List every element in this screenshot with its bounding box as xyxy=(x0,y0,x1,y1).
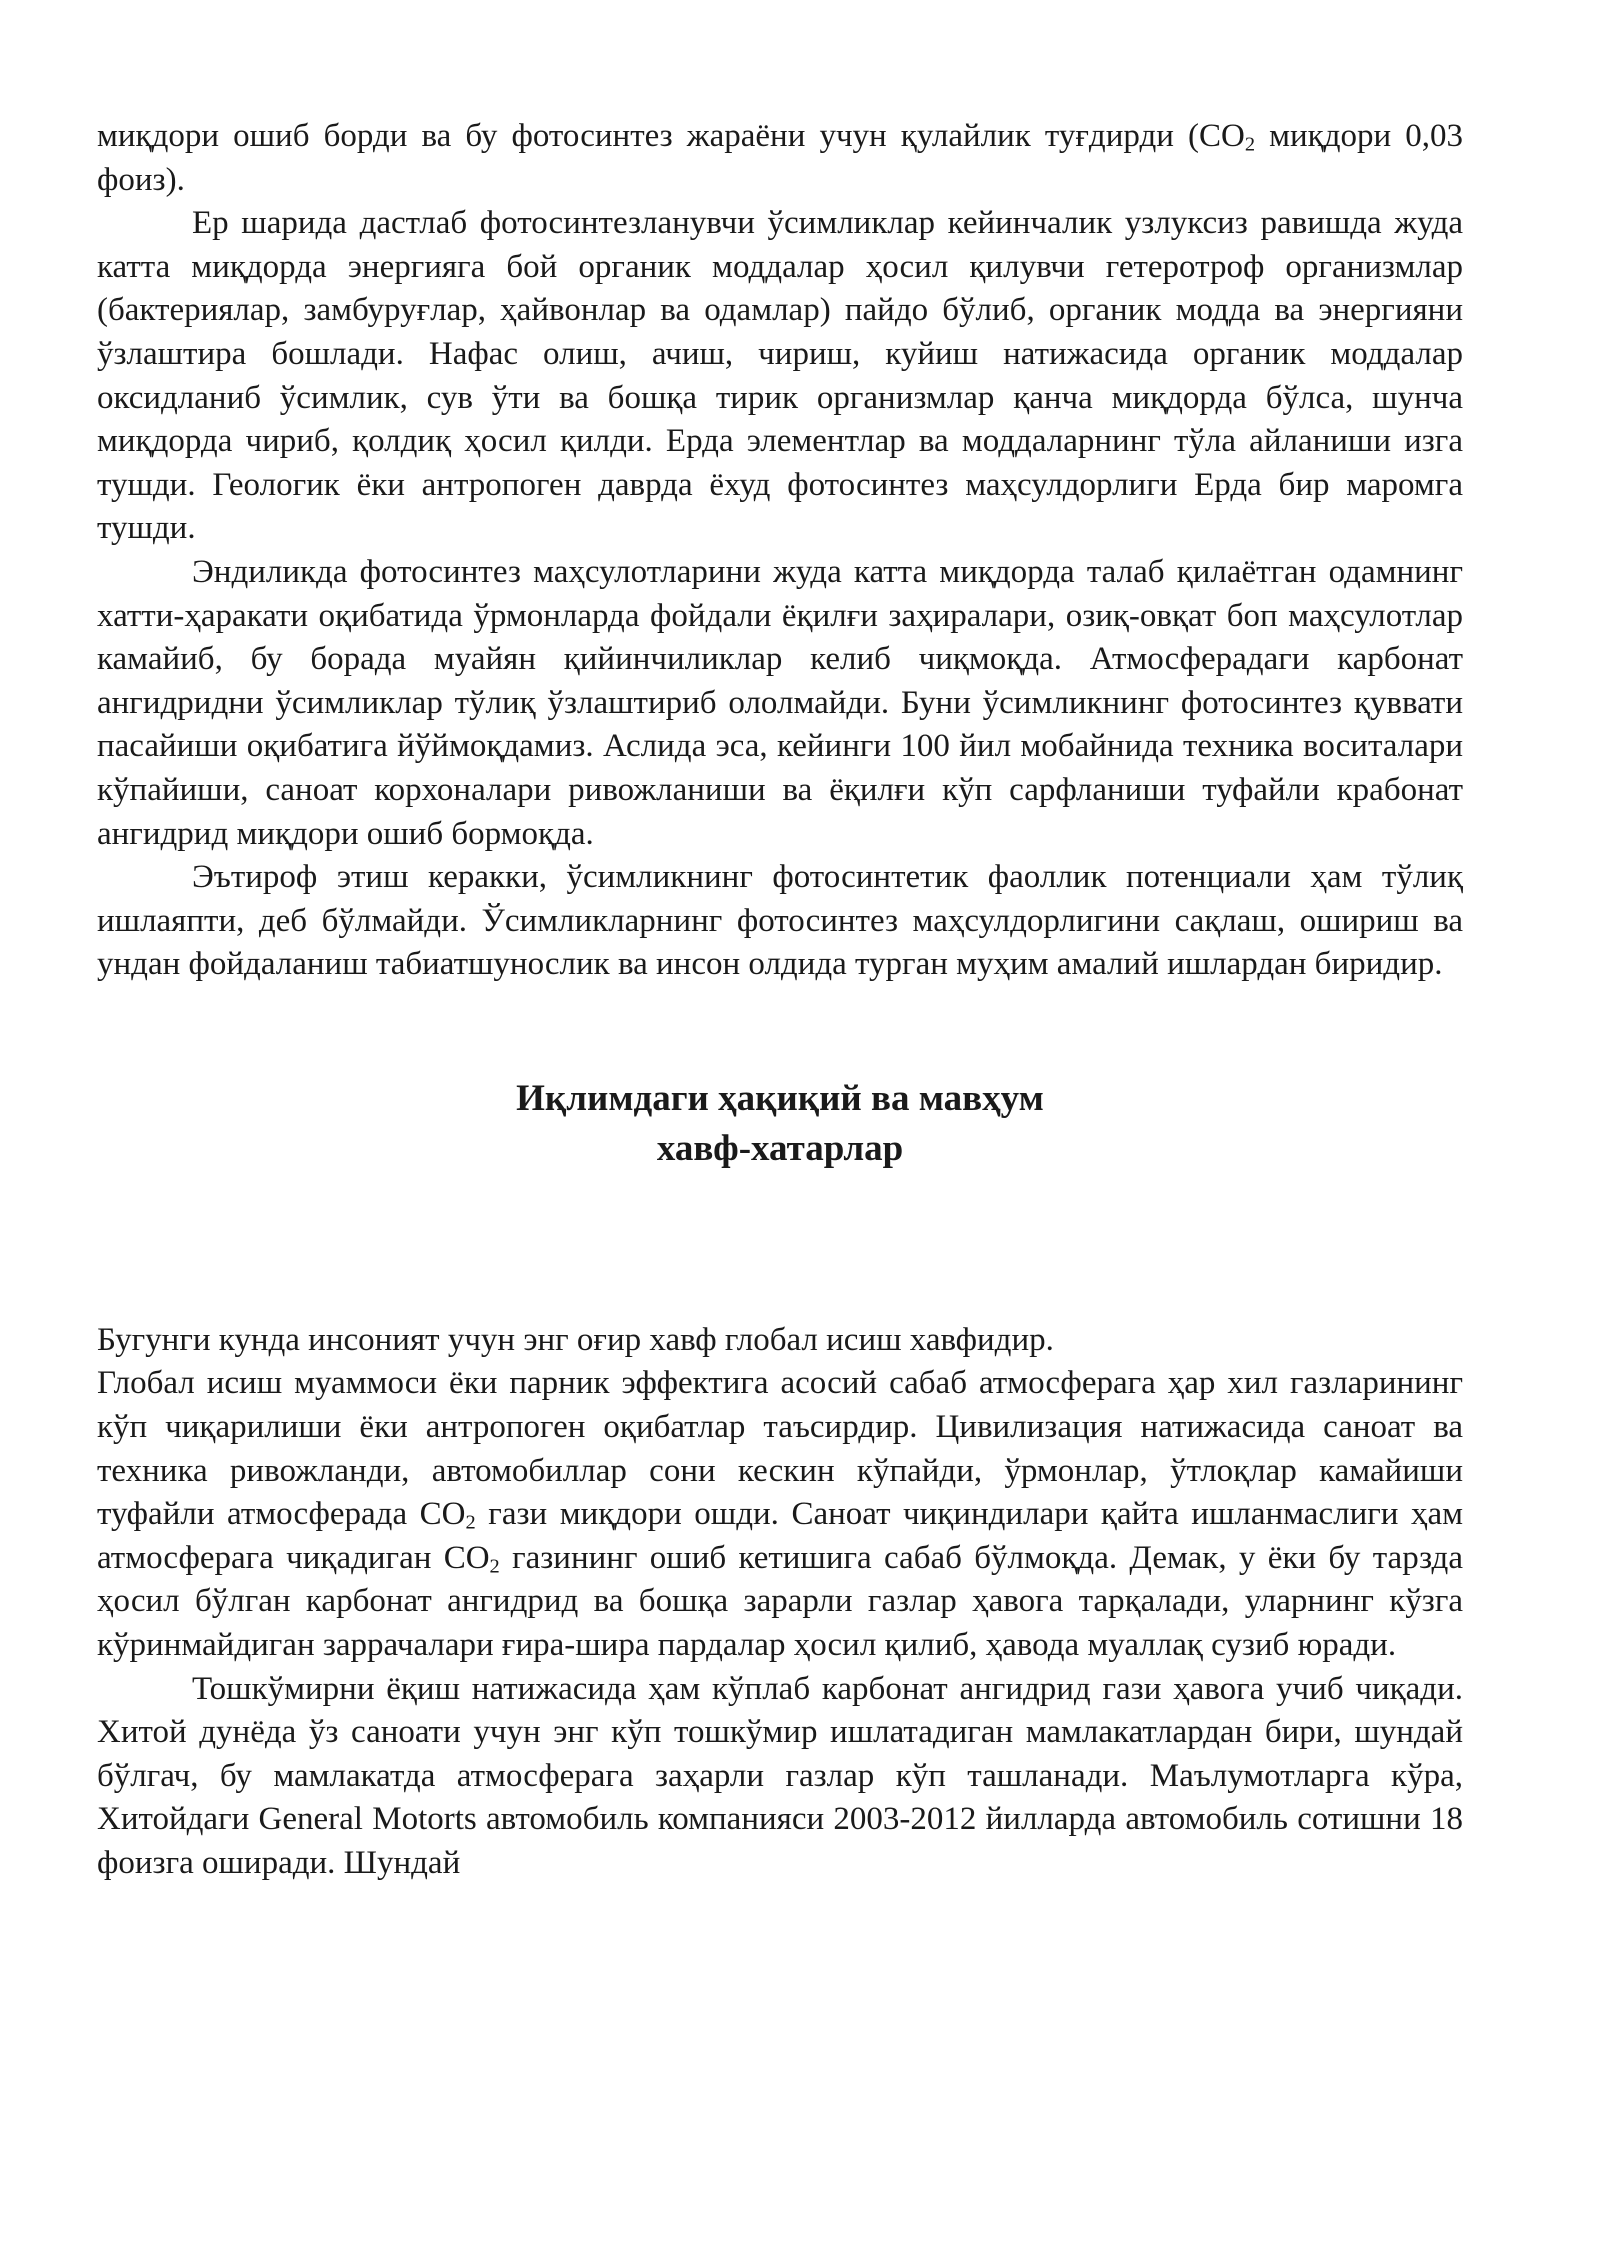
paragraphs-bottom xyxy=(97,1319,1463,1886)
body-paragraph: Ер шарида дастлаб фотосинтезланувчи ўсимликлар кейинчалик узлуксиз равишда жуда катта миқдорда энергияга бой органик моддалар ҳосил қилувчи гетеротроф организмлар (бактериялар, замбуруғлар, ҳайвонлар ва одамлар) пайдо бўлиб, органик модда ва энергияни ўзлаштира бошлади. Нафас олиш, ачиш, чириш, куйиш натижасида органик моддалар оксидланиб ўсимлик, сув ўти ва бошқа тирик организмлар қанча миқдорда бўлса, шунча миқдорда чириб, қолдиқ ҳосил қилди. Ерда элементлар ва моддаларнинг тўла айланиши изга тушди. Геологик ёки антропоген даврда ёхуд фотосинтез маҳсулдорлиги Ерда бир маромга тушди. xyxy=(97,205,1463,547)
spacer xyxy=(97,1174,1463,1319)
body-paragraph: Тошкўмирни ёқиш натижасида ҳам кўплаб карбонат ангидрид гази ҳавога учиб чиқади. Хитой дунёда ўз саноати учун энг кўп тошкўмир ишлатадиган мамлакатлардан бири, шундай бўлгач, бу мамлакатда атмосферага заҳарли газлар кўп ташланади. Маълумотларга кўра, Хитойдаги General Motorts автомобиль компанияси 2003-2012 йилларда автомобиль сотишни 18 фоизга оширади. Шундай xyxy=(97,1670,1463,1881)
body-paragraph: Эндиликда фотосинтез маҳсулотларини жуда катта миқдорда талаб қилаётган одамнинг хатти-ҳаракати оқибатида ўрмонларда фойдали ёқилғи заҳиралари, озиқ-овқат боп маҳсулотлар камайиб, бу борада муайян қийинчиликлар келиб чиқмоқда. Атмосферадаги карбонат ангидридни ўсимликлар тўлиқ ўзлаштириб ололмайди. Буни ўсимликнинг фотосинтез қуввати пасайиши оқибатига йўймоқдамиз. Аслида эса, кейинги 100 йил мобайнида техника воситалари кўпайиши, саноат корхоналари ривожланиши ва ёқилғи кўп сарфланиши туфайли крабонат ангидрид миқдори ошиб бормоқда. xyxy=(97,553,1463,852)
body-paragraph: Бугунги кунда инсоният учун энг оғир хавф глобал исиш хавфидир. xyxy=(97,1321,1054,1358)
section-heading xyxy=(97,1074,1463,1174)
paragraphs-top xyxy=(97,115,1463,987)
spacer xyxy=(97,987,1463,1074)
document-page xyxy=(97,115,1463,1886)
body-paragraph: Эътироф этиш керакки, ўсимликнинг фотосинтетик фаоллик потенциали ҳам тўлиқ ишлаяпти, деб бўлмайди. Ўсимликларнинг фотосинтез маҳсулдорлигини сақлаш, ошириш ва ундан фойдаланиш табиатшунослик ва инсон олдида турган муҳим амалий ишлардан биридир. xyxy=(97,859,1463,983)
section-heading-line-1: Иқлимдаги ҳақиқий ва мавҳум xyxy=(516,1077,1044,1119)
body-paragraph: миқдори ошиб борди ва бу фотосинтез жараёни учун қулайлик туғдирди ($CO_2$ миқдори 0,03 фоиз). xyxy=(97,118,1464,198)
body-paragraph: Глобал исиш муаммоси ёки парник эффектига асосий сабаб атмосферага ҳар хил газларининг кўп чиқарилиши ёки антропоген оқибатлар таъсирдир. Цивилизация натижасида саноат ва техника ривожланди, автомобиллар сони кескин кўпайди, ўрмонлар, ўтлоқлар камайиши туфайли атмосферада $CO_2$ гази миқдори ошди. Саноат чиқиндилари қайта ишланмаслиги ҳам атмосферага чиқадиган $CO_2$ газининг ошиб кетишига сабаб бўлмоқда. Демак, у ёки бу тарзда ҳосил бўлган карбонат ангидрид ва бошқа зарарли газлар ҳавога тарқалади, уларнинг кўзга кўринмайдиган заррачалари ғира-шира пардалар ҳосил қилиб, ҳавода муаллақ сузиб юради. xyxy=(97,1365,1464,1664)
section-heading-line-2: хавф-хатарлар xyxy=(656,1127,904,1169)
